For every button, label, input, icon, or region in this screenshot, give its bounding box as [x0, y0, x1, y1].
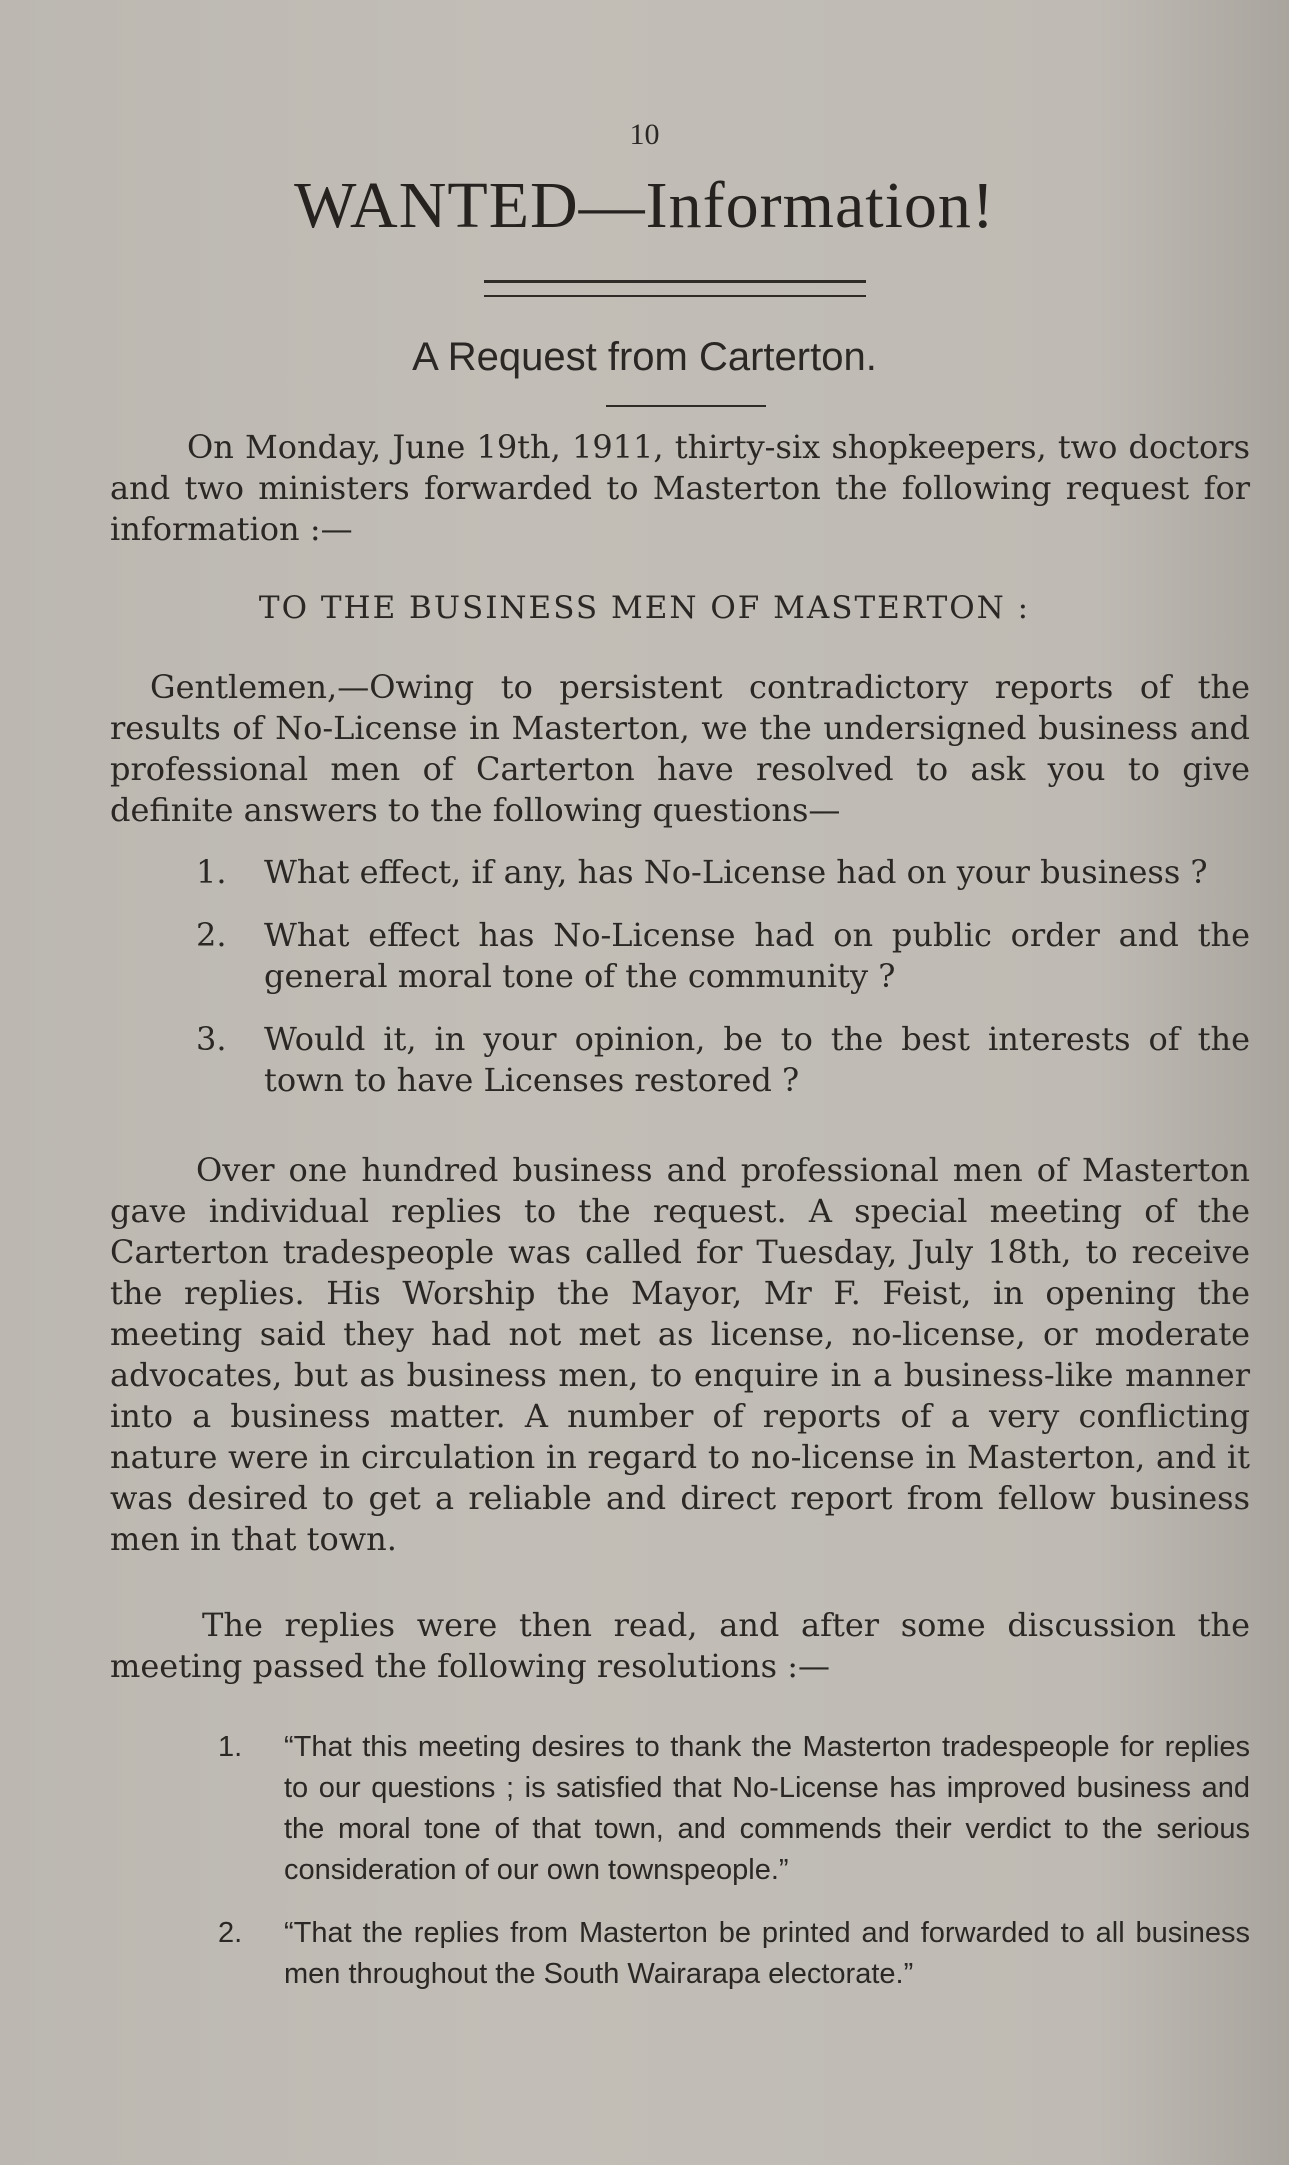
- resolution-item: [110, 1727, 1250, 1891]
- question-number: 2.: [196, 916, 227, 954]
- resolution-text: “That the replies from Masterton be printed and forwarded to all business men throughout the South Wairarapa electorate.”: [284, 1917, 1250, 1990]
- question-text: What effect has No-License had on public order and the general moral tone of the community ?: [264, 916, 1250, 995]
- letter-paragraph: Gentlemen,—Owing to persistent contradictory reports of the results of No-License in Masterton, we the undersigned business and professional men of Carterton have resolved to ask you to give definite answers to the following questions—: [110, 668, 1250, 829]
- subtitle-rule: [606, 405, 766, 407]
- question-list: [110, 852, 1250, 1123]
- question-number: 1.: [196, 853, 227, 891]
- replies-paragraph: The replies were then read, and after some discussion the meeting passed the following resolutions :—: [110, 1606, 1250, 1685]
- title-double-rule: [484, 280, 866, 297]
- question-item: [110, 852, 1250, 893]
- resolution-item: [110, 1913, 1250, 1995]
- question-text: Would it, in your opinion, be to the best interests of the town to have Licenses restored ?: [264, 1020, 1250, 1099]
- section-subtitle: A Request from Carterton.: [412, 335, 877, 379]
- resolution-number: 2.: [218, 1917, 243, 1949]
- page-title: WANTED—Information!: [294, 169, 995, 242]
- letter-heading: TO THE BUSINESS MEN OF MASTERTON :: [258, 590, 1031, 626]
- question-item: [110, 1019, 1250, 1101]
- resolution-list: [110, 1727, 1250, 2017]
- report-paragraph: Over one hundred business and professional men of Masterton gave individual replies to the request. A special meeting of the Carterton tradespeople was called for Tuesday, July 18th, to receive the replies. His Worship the Mayor, Mr F. Feist, in opening the meeting said they had not met as license, no-license, or moderate advocates, but as business men, to enquire in a business-like manner into a business matter. A number of reports of a very conflicting nature were in circulation in regard to no-license in Masterton, and it was desired to get a reliable and direct report from fellow business men in that town.: [110, 1151, 1250, 1558]
- resolution-text: “That this meeting desires to thank the Masterton tradespeople for replies to our questions ; is satisfied that No-License has improved business and the moral tone of that town, and commends their verdict to the serious consideration of our own townspeople.”: [284, 1731, 1250, 1886]
- question-item: [110, 915, 1250, 997]
- intro-paragraph: On Monday, June 19th, 1911, thirty-six shopkeepers, two doctors and two ministers forwarded to Masterton the following request for information :—: [110, 428, 1250, 548]
- question-number: 3.: [196, 1020, 227, 1058]
- resolution-number: 1.: [218, 1731, 243, 1763]
- question-text: What effect, if any, has No-License had on your business ?: [264, 853, 1208, 891]
- page-number: 10: [629, 118, 660, 151]
